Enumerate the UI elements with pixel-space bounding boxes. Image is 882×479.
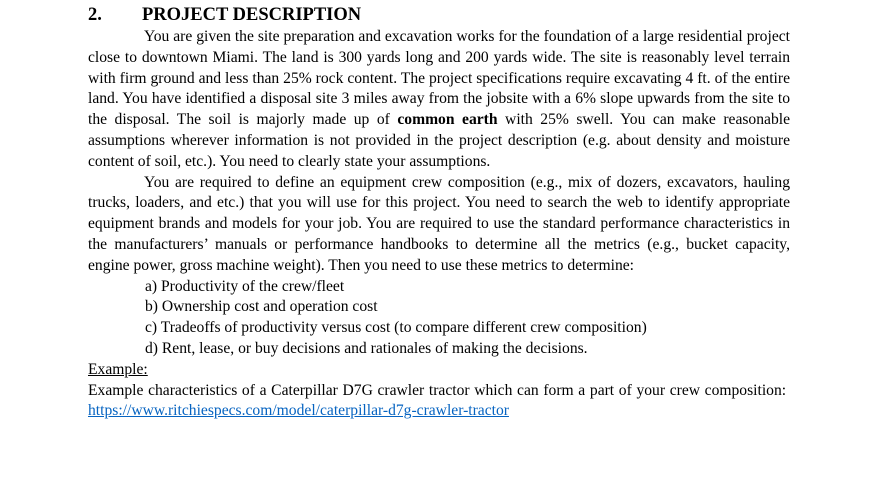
example-text: Example characteristics of a Caterpillar D7G crawler tractor which can form a part of your crew composition:	[88, 381, 787, 399]
list-item: a) Productivity of the crew/fleet	[145, 277, 345, 295]
ritchiespecs-link[interactable]: https://www.ritchiespecs.com/model/caterpillar-d7g-crawler-tractor	[88, 402, 509, 420]
section-number: 2.	[88, 5, 102, 25]
section-title: PROJECT DESCRIPTION	[142, 5, 362, 25]
requirements-list	[88, 277, 790, 360]
list-item: b) Ownership cost and operation cost	[145, 298, 378, 316]
list-item: c) Tradeoffs of productivity versus cost (to compare different crew composition)	[145, 319, 647, 337]
paragraph-1-bold-term: common earth	[397, 111, 498, 129]
list-item: d) Rent, lease, or buy decisions and rationales of making the decisions.	[145, 339, 588, 357]
document-page	[88, 4, 790, 422]
section-heading	[88, 4, 790, 26]
paragraph-1-text-start: You are given the site preparation and excavation works for the foundation of a large residential project close to downtown Miami. The land is 300 yards long and 200 yards wide. The site is reasonably level terrain with firm ground and less than 25% rock content. The project specifications require excavating 4 ft. of the entire land. You have identified a disposal site 3 miles away from the jobsite with a 6% slope upwards from the site to the disposal. The soil is majorly made up of	[88, 28, 790, 129]
paragraph-1-text-end: with 25% swell. You can make reasonable assumptions wherever information is not provided in the project description (e.g. about density and moisture content of soil, etc.). You need to clearly state your assumptions.	[88, 111, 790, 170]
example-paragraph	[88, 381, 790, 423]
example-heading: Example:	[88, 360, 148, 378]
project-paragraph-2: You are required to define an equipment crew composition (e.g., mix of dozers, excavators, hauling trucks, loaders, and etc.) that you will use for this project. You need to search the web to identify appropriate equipment brands and models for your job. You are required to use the standard performance characteristics in the manufacturers’ manuals or performance handbooks to determine all the metrics (e.g., bucket capacity, engine power, gross machine weight). Then you need to use these metrics to determine:	[88, 173, 790, 274]
project-paragraph-1	[88, 27, 790, 173]
